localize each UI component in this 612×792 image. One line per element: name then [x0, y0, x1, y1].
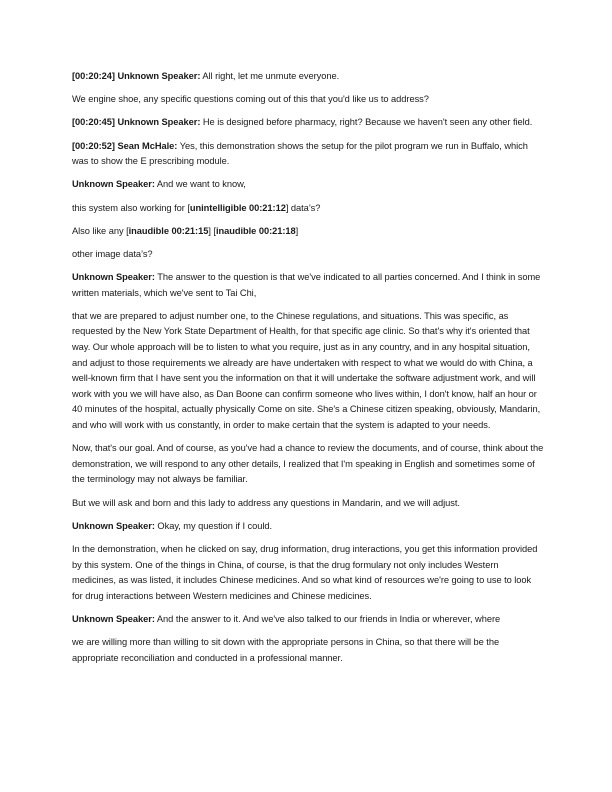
- utterance-text: In the demonstration, when he clicked on say, drug information, drug interactions, you get this information provided by this system. One of the things in China, of course, is that the drug formulary not only includes Western medicines, as was listed, it includes Chinese medicines. And so what kind of resources we're going to use to look for drug interactions between Western medicines and Chinese medicines.: [72, 543, 538, 601]
- utterance-text: We engine shoe, any specific questions coming out of this that you'd like us to address?: [72, 94, 429, 105]
- utterance-text: And the answer to it. And we've also talked to our friends in India or wherever, where: [154, 613, 501, 624]
- utterance-text: ] [: [208, 225, 216, 236]
- unintelligible-marker: unintelligible 00:21:12: [189, 202, 286, 213]
- transcript-paragraph: [72, 177, 544, 193]
- utterance-text: But we will ask and born and this lady to address any questions in Mandarin, and we will adjust.: [72, 497, 460, 508]
- speaker-name: Sean McHale:: [117, 140, 178, 151]
- transcript-paragraph: [72, 115, 544, 131]
- timestamp: [00:20:24]: [72, 71, 115, 81]
- utterance-text: ]: [295, 225, 299, 236]
- speaker-name: Unknown Speaker:: [72, 520, 155, 531]
- transcript-paragraph: [72, 224, 544, 240]
- transcript-page: [72, 69, 544, 674]
- utterance-text: Now, that's our goal. And of course, as you've had a chance to review the documents, and of course, think about the demonstration, we will respond to any other details, I realized that I'm speaking in English and sometimes some of the terminology may not always be familiar.: [72, 443, 544, 485]
- utterance-text: Okay, my question if I could.: [154, 520, 273, 531]
- transcript-paragraph: [72, 496, 544, 512]
- utterance-text: ] data’s?: [285, 202, 321, 213]
- utterance-text: All right, let me unmute everyone.: [200, 71, 340, 81]
- transcript-paragraph: [72, 612, 544, 628]
- transcript-paragraph: [72, 542, 544, 604]
- inaudible-marker: inaudible 00:21:15: [128, 225, 209, 236]
- transcript-paragraph: [72, 247, 544, 263]
- utterance-text: The answer to the question is that we've indicated to all parties concerned. And I think in some written materials, which we've sent to Tai Chi,: [72, 272, 541, 298]
- timestamp: [00:20:45]: [72, 117, 115, 128]
- transcript-paragraph: [72, 69, 544, 85]
- utterance-text: other image data’s?: [72, 248, 153, 259]
- speaker-name: Unknown Speaker:: [72, 179, 155, 190]
- transcript-paragraph: [72, 270, 544, 301]
- utterance-text: And we want to know,: [154, 179, 246, 190]
- speaker-name: Unknown Speaker:: [117, 71, 201, 81]
- speaker-name: Unknown Speaker:: [117, 117, 201, 128]
- transcript-paragraph: [72, 441, 544, 488]
- transcript-paragraph: [72, 201, 544, 217]
- utterance-text: Yes, this demonstration shows the setup for the pilot program we run in Buffalo, which was to show the E prescribing module.: [72, 140, 528, 167]
- transcript-paragraph: [72, 519, 544, 535]
- utterance-text: this system also working for [: [72, 202, 190, 213]
- inaudible-marker: inaudible 00:21:18: [215, 225, 296, 236]
- speaker-name: Unknown Speaker:: [72, 613, 155, 624]
- utterance-text: Also like any [: [72, 225, 129, 236]
- utterance-text: He is designed before pharmacy, right? Because we haven't seen any other field.: [200, 117, 533, 128]
- speaker-name: Unknown Speaker:: [72, 272, 155, 283]
- timestamp: [00:20:52]: [72, 140, 115, 151]
- transcript-paragraph: [72, 92, 544, 108]
- transcript-paragraph: [72, 139, 544, 170]
- utterance-text: that we are prepared to adjust number one, to the Chinese regulations, and situations. This was specific, as requested by the New York State Department of Health, for that specific age clinic. So that's why it's oriented that way. Our whole approach will be to listen to what you require, just as in any country, and in any hospital situation, and adjust to those requirements we already are have undertaken with respect to what we would do with China, a well-known firm that I have sent you the information on that it will undertake the software adjustment work, and will work with you we will have also, as Dan Boone can confirm someone who lives within, I don't know, half an hour or 40 minutes of the hospital, actually physically Come on site. She's a Chinese citizen speaking, obviously, Mandarin, and who will work with us constantly, in order to make certain that the system is adapted to your needs.: [72, 310, 541, 431]
- transcript-paragraph: [72, 309, 544, 434]
- utterance-text: we are willing more than willing to sit down with the appropriate persons in China, so that there will be the appropriate reconciliation and conducted in a professional manner.: [72, 637, 500, 663]
- transcript-paragraph: [72, 635, 544, 666]
